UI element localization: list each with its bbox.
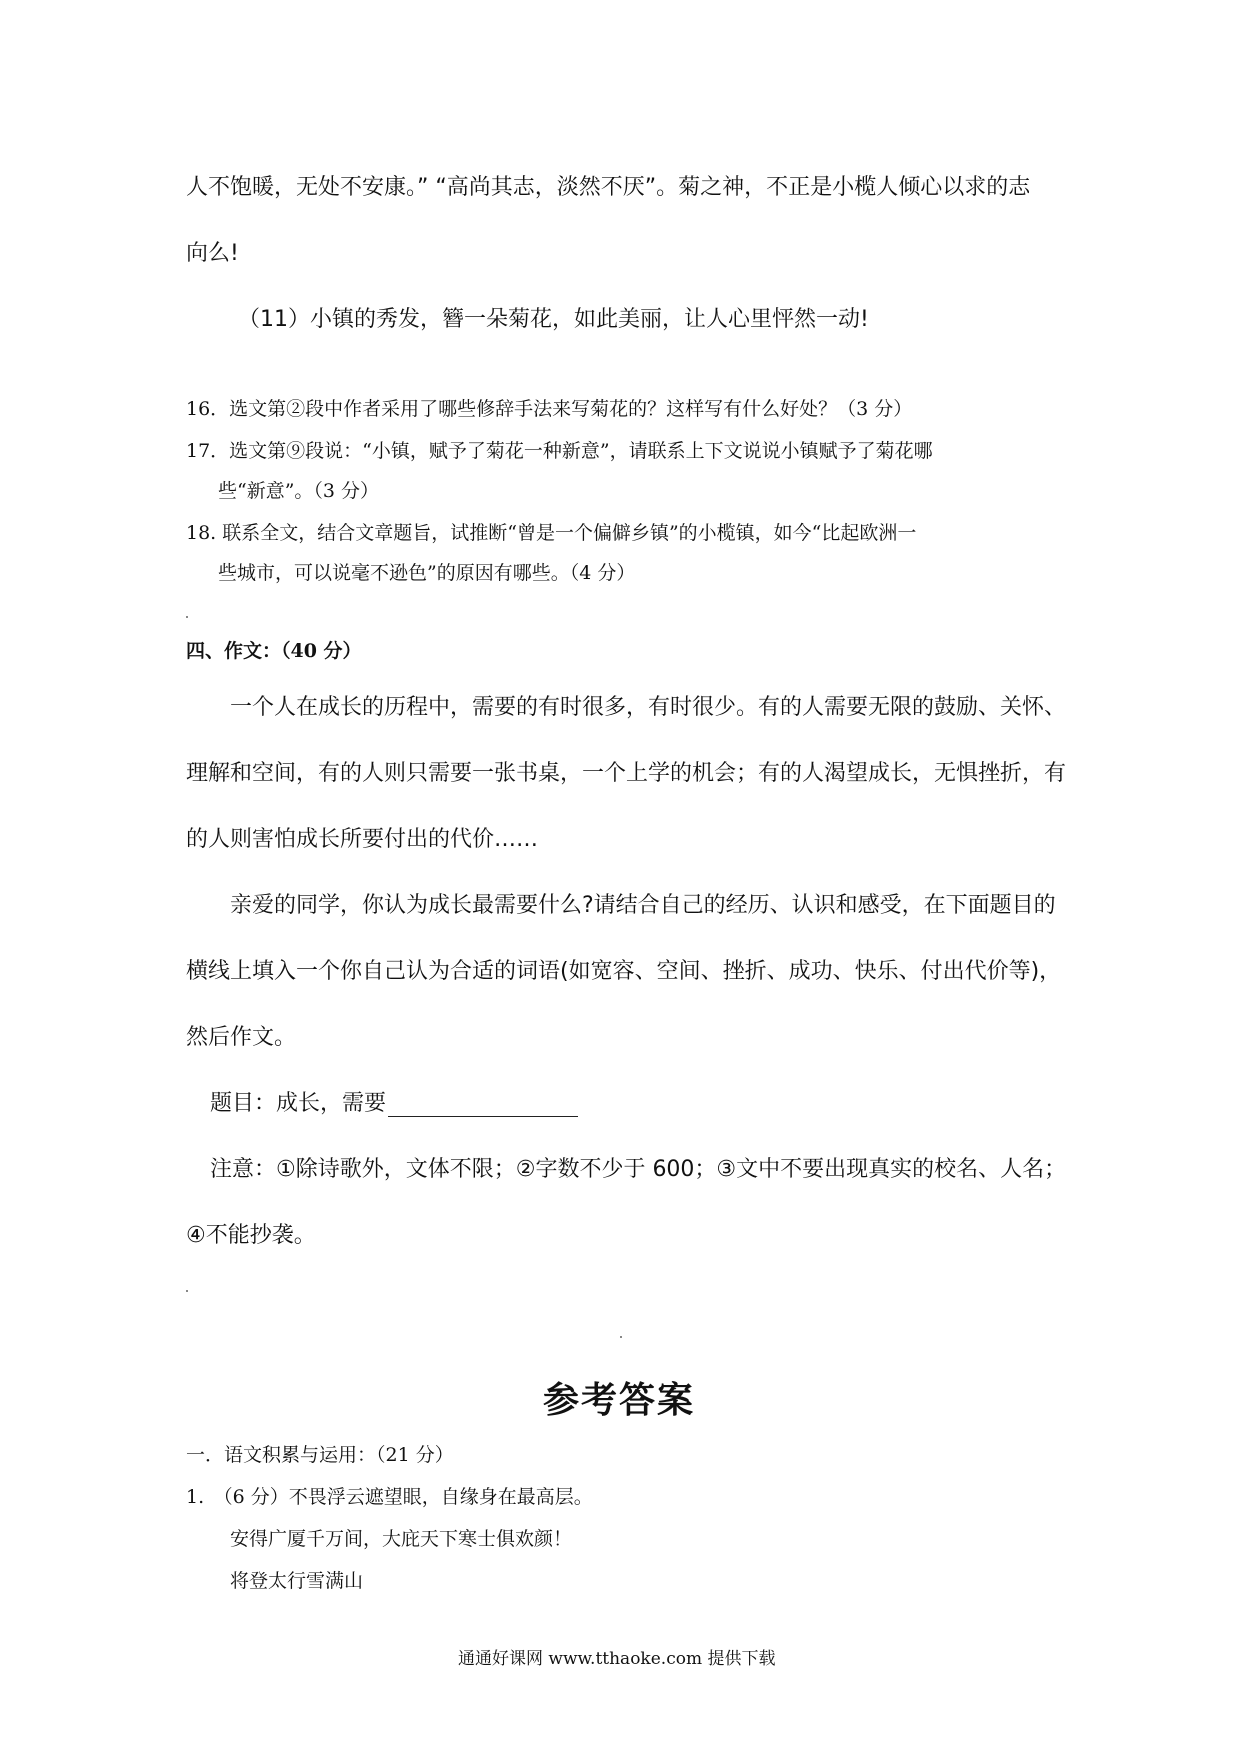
answers-section-1: 一．语文积累与运用：（21 分） [186,1444,454,1466]
essay-note-line-2: ④不能抄袭。 [186,1223,316,1248]
essay-prompt-line-1: 一个人在成长的历程中，需要的有时很多，有时很少。有的人需要无限的鼓励、关怀、 [230,695,1067,720]
essay-instruction-line-1: 亲爱的同学，你认为成长最需要什么?请结合自己的经历、认识和感受，在下面题目的 [230,893,1056,918]
topic-blank-line [388,1094,578,1117]
page-footer: 通通好课网 www.tthaoke.com 提供下载 [458,1649,776,1669]
essay-instruction-line-3: 然后作文。 [186,1025,297,1050]
essay-topic [210,1086,578,1117]
question-17-line-1: 17．选文第⑨段说：“小镇，赋予了菊花一种新意”，请联系上下文说说小镇赋予了菊花哪 [186,440,933,462]
essay-note-line-1: 注意：①除诗歌外，文体不限；②字数不少于 600；③文中不要出现真实的校名、人名； [210,1157,1067,1182]
question-18-line-1: 18. 联系全文，结合文章题旨，试推断“曾是一个偏僻乡镇”的小榄镇，如今“比起欧洲一 [186,522,917,544]
passage-line-2: 向么! [186,241,239,266]
essay-instruction-line-2: 横线上填入一个你自己认为合适的词语(如宽容、空间、挫折、成功、快乐、付出代价等)， [186,959,1062,984]
essay-heading: 四、作文：（40 分） [186,640,362,662]
answer-1-line-2: 安得广厦千万间，大庇天下寒士俱欢颜！ [230,1528,573,1550]
essay-prompt-line-2: 理解和空间，有的人则只需要一张书桌，一个上学的机会；有的人渴望成长，无惧挫折，有 [186,761,1067,786]
answer-1-line-1: 1. （6 分）不畏浮云遮望眼，自缘身在最高层。 [186,1486,593,1508]
passage-paragraph-11: （11）小镇的秀发，簪一朵菊花，如此美丽，让人心里怦然一动! [238,307,869,332]
answers-title: 参考答案 [543,1379,696,1421]
essay-prompt-line-3: 的人则害怕成长所要付出的代价…… [186,827,539,852]
scan-speck [620,1336,622,1338]
question-16: 16．选文第②段中作者采用了哪些修辞手法来写菊花的？这样写有什么好处？（3 分） [186,398,913,420]
answer-1-line-3: 将登太行雪满山 [230,1570,364,1592]
essay-topic-label: 题目：成长，需要 [210,1091,387,1116]
question-17-line-2: 些“新意”。（3 分） [218,480,380,502]
scan-speck [186,616,188,618]
scan-speck [186,1290,188,1292]
passage-line-1: 人不饱暖，无处不安康。” “高尚其志，淡然不厌”。菊之神，不正是小榄人倾心以求的志 [186,175,1031,200]
question-18-line-2: 些城市，可以说毫不逊色”的原因有哪些。（4 分） [218,562,636,584]
